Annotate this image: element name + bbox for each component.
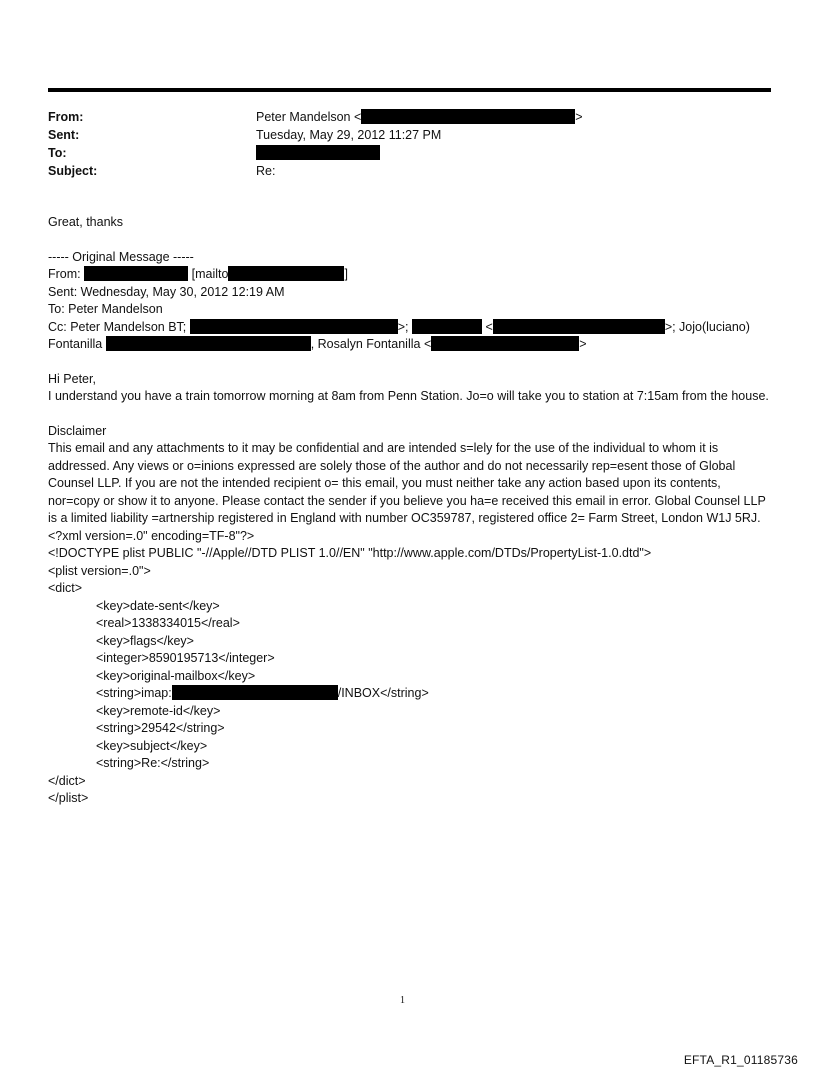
plist-key-date-sent: <key>date-sent</key> xyxy=(96,598,220,613)
redaction-box xyxy=(190,319,398,334)
sent-label: Sent: xyxy=(48,128,80,142)
plist-key-subject: <key>subject</key> xyxy=(96,738,208,753)
to-value xyxy=(256,144,380,162)
from-label: From: xyxy=(48,110,84,124)
bates-number: EFTA_R1_01185736 xyxy=(683,1053,798,1067)
plist-key-mailbox: <key>original-mailbox</key> xyxy=(96,668,256,683)
plist-real-value: <real>1338334015</real> xyxy=(96,616,240,630)
plist-open: <plist version=.0"> xyxy=(48,563,151,578)
redaction-box xyxy=(412,319,482,334)
plist-close: </plist> xyxy=(48,791,89,805)
redaction-box xyxy=(493,319,665,334)
redaction-box xyxy=(431,336,579,351)
plist-string-remote-id: <string>29542</string> xyxy=(96,721,225,735)
plist-key-flags: <key>flags</key> xyxy=(96,633,194,648)
original-message-separator: ----- Original Message ----- xyxy=(48,249,194,264)
plist-string-subject: <string>Re:</string> xyxy=(96,756,210,770)
plist-string-imap: <string>imap: /INBOX</string> xyxy=(96,686,429,700)
subject-label: Subject: xyxy=(48,164,98,178)
disclaimer-title: Disclaimer xyxy=(48,423,107,438)
from-value: Peter Mandelson < > xyxy=(256,110,583,124)
dict-close: </dict> xyxy=(48,773,86,788)
subject-value: Re: xyxy=(256,164,276,178)
sent-value: Tuesday, May 29, 2012 11:27 PM xyxy=(256,128,442,142)
greeting: Hi Peter, xyxy=(48,371,96,386)
original-to-line: To: Peter Mandelson xyxy=(48,302,163,316)
cc-line-continued: Fontanilla , Rosalyn Fontanilla < > xyxy=(48,337,587,351)
redaction-box xyxy=(256,145,380,160)
plist-key-remote-id: <key>remote-id</key> xyxy=(96,703,221,718)
dict-open: <dict> xyxy=(48,581,83,595)
to-label: To: xyxy=(48,146,67,160)
plist-integer-value: <integer>8590195713</integer> xyxy=(96,651,275,665)
reply-text: Great, thanks xyxy=(48,215,124,229)
doctype-line: <!DOCTYPE plist PUBLIC "-//Apple//DTD PLIST 1.0//EN" "http://www.apple.com/DTDs/PropertyList-1.0.dtd"> xyxy=(48,546,652,560)
original-sent-line: Sent: Wednesday, May 30, 2012 12:19 AM xyxy=(48,284,285,299)
message-text: I understand you have a train tomorrow morning at 8am from Penn Station. Jo=o will take you to station at 7:15am from the house. xyxy=(48,389,769,403)
disclaimer-text: This email and any attachments to it may be confidential and are intended s=lely for the use of the individual to whom it is addressed. Any views or o=inions expressed are solely those of the author and do not necessarily rep=esent those of Global Counsel LLP. If you are not the intended recipient o= this email, you must neither take any action based upon its contents, nor=copy or show it to anyone. Please contact the sender if you believe you ha=e received this email in error. Global Counsel LLP is a limited liability =artnership registered in England with number OC359787, registered office 2= Farm Street, London W1J 5RJ. xyxy=(48,441,766,525)
xml-declaration: <?xml version=.0" encoding=TF-8"?> xyxy=(48,528,255,543)
redaction-box xyxy=(228,266,344,281)
redaction-box xyxy=(361,109,575,124)
header-rule xyxy=(48,88,771,92)
email-body xyxy=(48,214,773,808)
redaction-box xyxy=(84,266,188,281)
original-from-line: From: [mailto ] xyxy=(48,267,348,281)
redaction-box xyxy=(172,685,338,700)
redaction-box xyxy=(106,336,311,351)
cc-line: Cc: Peter Mandelson BT; >; < >; Jojo(luciano) xyxy=(48,319,750,334)
page-number: 1 xyxy=(400,995,405,1006)
